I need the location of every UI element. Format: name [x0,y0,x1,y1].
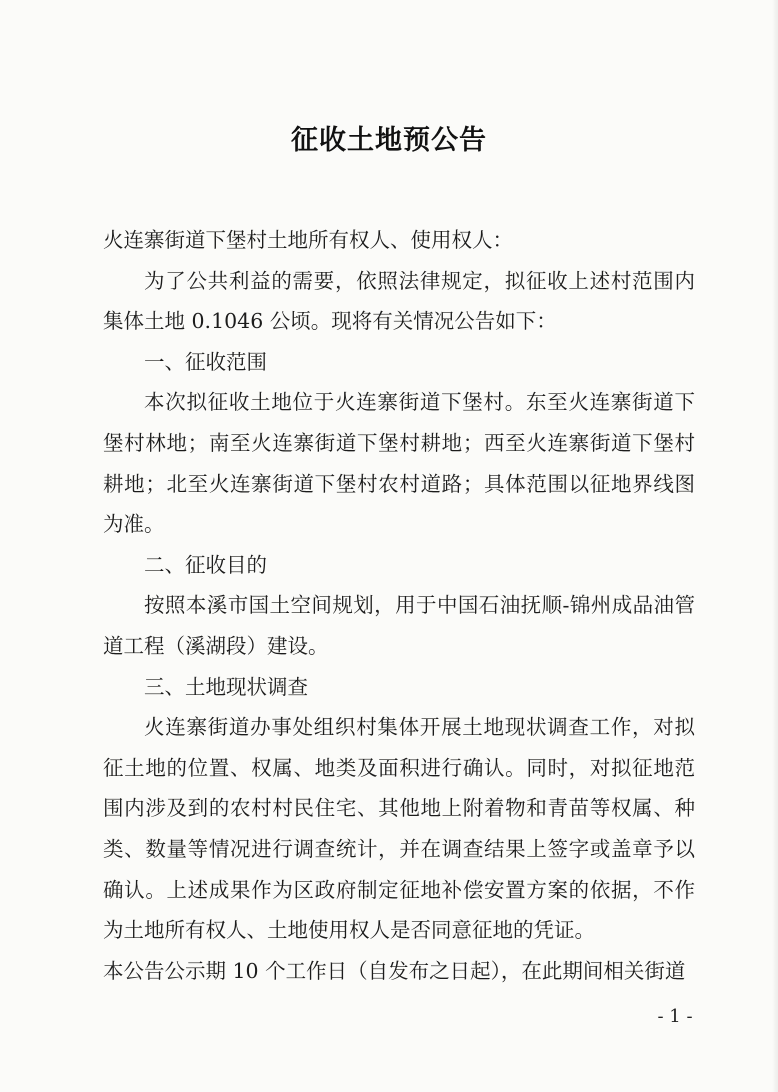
section-text-purpose: 按照本溪市国土空间规划，用于中国石油抚顺-锦州成品油管道工程（溪湖段）建设。 [103,593,695,658]
closing-paragraph: 本公告公示期 10 个工作日（自发布之日起），在此期间相关街道 [103,958,686,983]
page-number: - 1 - [657,1006,693,1027]
section-heading-purpose: 二、征收目的 [144,552,267,577]
section-heading-survey: 三、土地现状调查 [144,674,308,699]
document-body [103,220,695,991]
intro-paragraph: 为了公共利益的需要，依照法律规定，拟征收上述村范围内集体土地 0.1046 公顷。现将有关情况公告如下： [103,268,695,334]
section-heading-scope: 一、征收范围 [144,349,267,374]
section-text-scope: 本次拟征收土地位于火连寨街道下堡村。东至火连寨街道下堡村林地；南至火连寨街道下堡村耕地；西至火连寨街道下堡村耕地；北至火连寨街道下堡村农村道路；具体范围以征地界线图为准。 [103,390,695,537]
document-title: 征收土地预公告 [291,125,487,156]
section-text-survey: 火连寨街道办事处组织村集体开展土地现状调查工作，对拟征土地的位置、权属、地类及面积进行确认。同时，对拟征地范围内涉及到的农村村民住宅、其他地上附着物和青苗等权属、种类、数量等情况进行调查统计，并在调查结果上签字或盖章予以确认。上述成果作为区政府制定征地补偿安置方案的依据，不作为土地所有权人、土地使用权人是否同意征地的凭证。 [103,715,695,943]
salutation: 火连寨街道下堡村土地所有权人、使用权人： [103,228,513,252]
scan-edge-shadow [772,0,778,1092]
